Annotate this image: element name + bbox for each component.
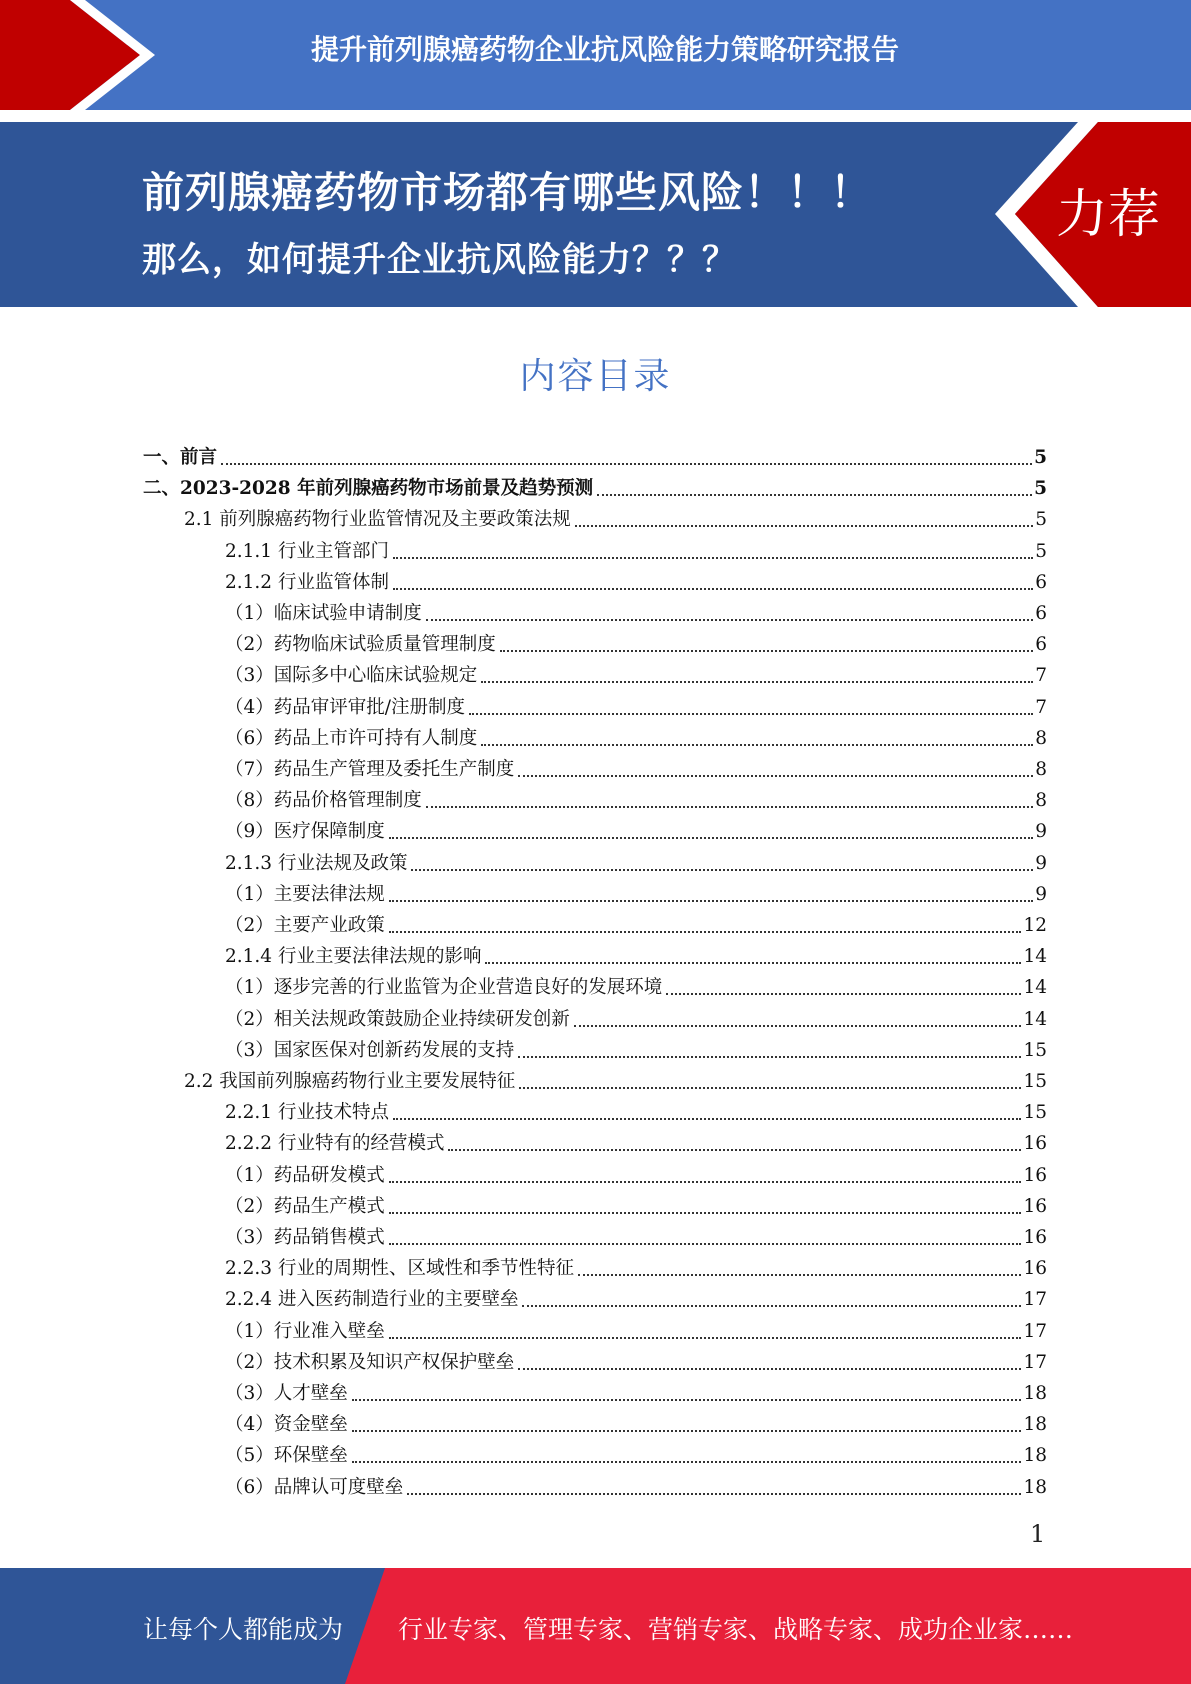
toc-dot-leader bbox=[393, 1118, 1021, 1120]
toc-entry[interactable] bbox=[225, 1124, 1047, 1155]
hero-banner bbox=[0, 122, 1191, 307]
toc-entry-label: （1）主要法律法规 bbox=[225, 883, 385, 905]
toc-entry[interactable] bbox=[225, 1187, 1047, 1218]
toc-entry-label: 2.1 前列腺癌药物行业监管情况及主要政策法规 bbox=[184, 509, 571, 531]
toc-dot-leader bbox=[597, 494, 1032, 496]
toc-entry-label: 2.1.1 行业主管部门 bbox=[225, 540, 389, 562]
toc-entry-page: 18 bbox=[1023, 1414, 1047, 1436]
toc-entry-label: 2.2.4 进入医药制造行业的主要壁垒 bbox=[225, 1289, 519, 1311]
toc-entry-page: 8 bbox=[1035, 727, 1047, 749]
toc-entry-label: （3）药品销售模式 bbox=[225, 1227, 385, 1248]
toc-entry[interactable] bbox=[225, 844, 1047, 875]
toc-entry-label: 2.2.2 行业特有的经营模式 bbox=[225, 1133, 445, 1155]
toc-entry-page: 16 bbox=[1023, 1164, 1047, 1186]
toc-entry[interactable] bbox=[225, 1031, 1047, 1062]
subheadline: 那么，如何提升企业抗风险能力？？？ bbox=[142, 240, 737, 280]
toc-entry-label: （8）药品价格管理制度 bbox=[225, 790, 422, 812]
toc-entry[interactable] bbox=[225, 1156, 1047, 1187]
toc-entry-page: 6 bbox=[1035, 603, 1047, 624]
toc-entry-page: 16 bbox=[1023, 1258, 1047, 1280]
toc-entry-label: 2.1.4 行业主要法律法规的影响 bbox=[225, 946, 482, 968]
toc-entry-page: 17 bbox=[1023, 1289, 1047, 1311]
toc-entry[interactable] bbox=[225, 937, 1047, 968]
toc-entry-label: （2）药品生产模式 bbox=[225, 1195, 385, 1217]
toc-dot-leader bbox=[426, 619, 1033, 621]
toc-entry-label: （6）品牌认可度壁垒 bbox=[225, 1476, 404, 1498]
toc-dot-leader bbox=[575, 525, 1033, 527]
recommend-badge-shape bbox=[0, 122, 1191, 307]
toc-entry-page: 6 bbox=[1035, 634, 1047, 656]
toc-entry-page: 15 bbox=[1023, 1071, 1047, 1092]
toc-dot-leader bbox=[522, 1305, 1021, 1307]
toc-entry-label: （1）逐步完善的行业监管为企业营造良好的发展环境 bbox=[225, 977, 663, 999]
headline: 前列腺癌药物市场都有哪些风险！！！ bbox=[142, 168, 874, 217]
toc-entry[interactable] bbox=[225, 1312, 1047, 1343]
toc-entry-label: 一、前言 bbox=[143, 447, 218, 468]
toc-entry-page: 18 bbox=[1023, 1476, 1047, 1498]
toc-entry[interactable] bbox=[225, 750, 1047, 781]
toc-entry-label: （1）行业准入壁垒 bbox=[225, 1320, 385, 1342]
toc-entry-label: （3）国际多中心临床试验规定 bbox=[225, 665, 478, 687]
toc-dot-leader bbox=[393, 557, 1033, 559]
toc-entry-page: 6 bbox=[1035, 571, 1047, 593]
toc-dot-leader bbox=[393, 588, 1033, 590]
toc-entry-page: 17 bbox=[1023, 1351, 1047, 1373]
toc-entry-page: 18 bbox=[1023, 1445, 1047, 1467]
toc-dot-leader bbox=[485, 962, 1021, 964]
toc-entry[interactable] bbox=[225, 1249, 1047, 1280]
toc-entry-page: 16 bbox=[1023, 1133, 1047, 1155]
toc-entry-page: 9 bbox=[1035, 883, 1047, 905]
toc-entry-page: 7 bbox=[1035, 696, 1047, 718]
toc-entry[interactable] bbox=[225, 532, 1047, 563]
toc-dot-leader bbox=[519, 1087, 1021, 1089]
toc-dot-leader bbox=[481, 681, 1033, 683]
toc-entry-label: （3）人才壁垒 bbox=[225, 1383, 348, 1404]
toc-entry-page: 8 bbox=[1035, 759, 1047, 780]
toc-dot-leader bbox=[666, 993, 1021, 995]
toc-dot-leader bbox=[448, 1149, 1021, 1151]
recommend-badge: 力荐 bbox=[1056, 185, 1161, 245]
toc-entry-page: 9 bbox=[1035, 821, 1047, 843]
toc-entry-label: （2）技术积累及知识产权保护壁垒 bbox=[225, 1351, 515, 1373]
toc-entry-label: （9）医疗保障制度 bbox=[225, 821, 385, 843]
toc-entry[interactable] bbox=[225, 812, 1047, 843]
page-number: 1 bbox=[1030, 1520, 1046, 1548]
toc-entry-page: 18 bbox=[1023, 1383, 1047, 1404]
toc-entry-label: 2.1.2 行业监管体制 bbox=[225, 571, 389, 593]
toc-entry-label: （4）药品审评审批/注册制度 bbox=[225, 696, 466, 718]
toc-entry-page: 14 bbox=[1023, 977, 1047, 999]
toc-entry[interactable] bbox=[143, 469, 1047, 500]
toc-entry[interactable] bbox=[225, 1218, 1047, 1249]
toc-entry-label: （4）资金壁垒 bbox=[225, 1414, 348, 1436]
toc-entry-page: 9 bbox=[1035, 852, 1047, 874]
toc-entry[interactable] bbox=[225, 719, 1047, 750]
toc-dot-leader bbox=[352, 1430, 1022, 1432]
toc-entry[interactable] bbox=[225, 656, 1047, 687]
toc-entry-page: 5 bbox=[1034, 478, 1047, 500]
toc-entry-page: 14 bbox=[1023, 1008, 1047, 1030]
toc-entry-page: 14 bbox=[1023, 946, 1047, 968]
toc-entry[interactable] bbox=[225, 563, 1047, 594]
toc-entry-page: 5 bbox=[1034, 447, 1047, 468]
toc-entry-label: 2.2 我国前列腺癌药物行业主要发展特征 bbox=[184, 1071, 516, 1092]
toc-entry[interactable] bbox=[225, 1093, 1047, 1124]
toc-dot-leader bbox=[352, 1461, 1022, 1463]
toc-entry[interactable] bbox=[225, 1280, 1047, 1311]
toc-entry-label: （6）药品上市许可持有人制度 bbox=[225, 727, 478, 749]
toc-dot-leader bbox=[407, 1493, 1021, 1495]
toc-entry[interactable] bbox=[225, 1405, 1047, 1436]
toc-entry-label: 二、2023-2028 年前列腺癌药物市场前景及趋势预测 bbox=[143, 478, 594, 500]
toc-entry[interactable] bbox=[143, 438, 1047, 469]
toc-entry-page: 16 bbox=[1023, 1227, 1047, 1248]
toc-dot-leader bbox=[481, 744, 1033, 746]
toc-entry-page: 17 bbox=[1023, 1320, 1047, 1342]
toc-entry-page: 15 bbox=[1023, 1039, 1047, 1061]
toc-entry[interactable] bbox=[225, 968, 1047, 999]
toc-dot-leader bbox=[389, 1212, 1022, 1214]
toc-dot-leader bbox=[469, 713, 1033, 715]
toc-dot-leader bbox=[578, 1274, 1021, 1276]
footer-slogan-right: 行业专家、管理专家、营销专家、战略专家、成功企业家…… bbox=[398, 1615, 1074, 1644]
toc-entry-page: 8 bbox=[1035, 790, 1047, 812]
toc-dot-leader bbox=[518, 1056, 1021, 1058]
toc-entry-label: 2.1.3 行业法规及政策 bbox=[225, 852, 408, 874]
toc-entry[interactable] bbox=[184, 1062, 1047, 1093]
toc-entry-label: 2.2.1 行业技术特点 bbox=[225, 1102, 389, 1124]
toc-entry-label: （2）药物临床试验质量管理制度 bbox=[225, 634, 496, 656]
toc-entry-page: 16 bbox=[1023, 1195, 1047, 1217]
toc-entry[interactable] bbox=[225, 1468, 1047, 1499]
toc-entry-label: （2）主要产业政策 bbox=[225, 915, 385, 936]
toc-entry-page: 5 bbox=[1035, 509, 1047, 531]
footer-banner bbox=[0, 1568, 1191, 1684]
toc-entry-label: （2）相关法规政策鼓励企业持续研发创新 bbox=[225, 1008, 570, 1030]
footer-slogan-left: 让每个人都能成为 bbox=[143, 1615, 344, 1644]
toc-entry-page: 15 bbox=[1023, 1102, 1047, 1124]
banner-divider bbox=[0, 110, 1191, 122]
toc-dot-leader bbox=[221, 463, 1032, 465]
toc-dot-leader bbox=[352, 1399, 1022, 1401]
toc-dot-leader bbox=[389, 1337, 1022, 1339]
toc-entry[interactable] bbox=[225, 1374, 1047, 1405]
toc-entry[interactable] bbox=[225, 625, 1047, 656]
toc-dot-leader bbox=[389, 931, 1022, 933]
toc-entry-page: 7 bbox=[1035, 665, 1047, 687]
top-banner bbox=[0, 0, 1191, 110]
toc-entry-label: （1）临床试验申请制度 bbox=[225, 603, 422, 624]
toc-entry-page: 12 bbox=[1023, 915, 1047, 936]
toc-dot-leader bbox=[389, 837, 1033, 839]
toc-dot-leader bbox=[389, 1243, 1022, 1245]
toc-title: 内容目录 bbox=[519, 356, 672, 397]
toc-entry-label: （7）药品生产管理及委托生产制度 bbox=[225, 759, 515, 780]
toc-dot-leader bbox=[574, 1025, 1022, 1027]
toc-dot-leader bbox=[426, 806, 1033, 808]
toc-dot-leader bbox=[411, 869, 1033, 871]
toc-entry[interactable] bbox=[225, 781, 1047, 812]
toc-entry-label: （3）国家医保对创新药发展的支持 bbox=[225, 1039, 515, 1061]
toc-entry-page: 5 bbox=[1035, 540, 1047, 562]
toc-entry-label: 2.2.3 行业的周期性、区域性和季节性特征 bbox=[225, 1258, 574, 1280]
toc-dot-leader bbox=[500, 650, 1033, 652]
toc-entry[interactable] bbox=[225, 688, 1047, 719]
toc-entry-label: （5）环保壁垒 bbox=[225, 1445, 348, 1467]
toc-entry[interactable] bbox=[225, 1000, 1047, 1031]
report-title: 提升前列腺癌药物企业抗风险能力策略研究报告 bbox=[310, 33, 899, 66]
toc-entry-label: （1）药品研发模式 bbox=[225, 1164, 385, 1186]
red-arrow-decoration bbox=[0, 0, 160, 110]
toc-entry[interactable] bbox=[225, 594, 1047, 625]
toc-dot-leader bbox=[389, 900, 1033, 902]
toc-entry[interactable] bbox=[225, 1436, 1047, 1467]
toc-entry[interactable] bbox=[184, 500, 1047, 531]
toc-dot-leader bbox=[389, 1181, 1022, 1183]
toc-entry[interactable] bbox=[225, 1343, 1047, 1374]
toc-dot-leader bbox=[518, 775, 1033, 777]
toc-entry[interactable] bbox=[225, 875, 1047, 906]
toc-dot-leader bbox=[518, 1368, 1021, 1370]
toc-entry[interactable] bbox=[225, 906, 1047, 937]
